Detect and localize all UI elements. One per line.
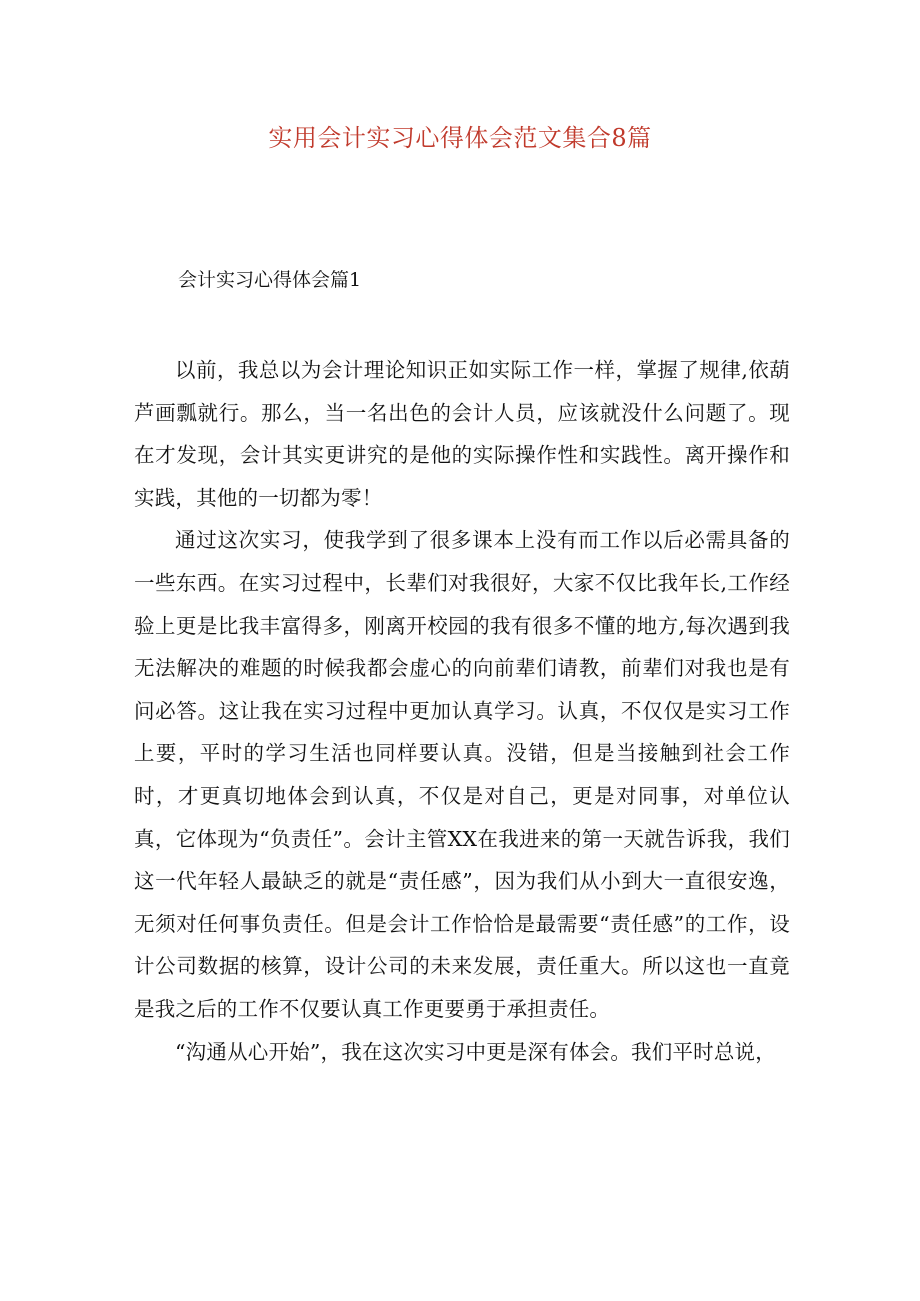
- paragraph: “沟通从心开始”，我在这次实习中更是深有体会。我们平时总说，: [175, 1039, 776, 1064]
- document-title: 实用会计实习心得体会范文集合8篇: [268, 124, 652, 152]
- paragraph: 以前，我总以为会计理论知识正如实际工作一样，掌握了规律,依葫芦画瓢就行。那么，当一名出色的会计人员，应该就没什么问题了。现在才发现，会计其实更讲究的是他的实际操作性和实践性。离开操作和实践，其他的一切都为零！: [134, 358, 790, 510]
- section-heading: 会计实习心得体会篇1: [178, 269, 362, 291]
- paragraph: 通过这次实习，使我学到了很多课本上没有而工作以后必需具备的一些东西。在实习过程中，长辈们对我很好，大家不仅比我年长,工作经验上更是比我丰富得多，刚离开校园的我有很多不懂的地方,每次遇到我无法解决的难题的时候我都会虚心的向前辈们请教，前辈们对我也是有问必答。这让我在实习过程中更加认真学习。认真，不仅仅是实习工作上要，平时的学习生活也同样要认真。没错，但是当接触到社会工作时，才更真切地体会到认真，不仅是对自己，更是对同事，对单位认真，它体现为“负责任”。会计主管XX在我进来的第一天就告诉我，我们这一代年轻人最缺乏的就是“责任感”，因为我们从小到大一直很安逸，无须对任何事负责任。但是会计工作恰恰是最需要“责任感”的工作，设计公司数据的核算，设计公司的未来发展，责任重大。所以这也一直竟是我之后的工作不仅要认真工作更要勇于承担责任。: [134, 528, 790, 1021]
- document-body: [134, 349, 790, 1073]
